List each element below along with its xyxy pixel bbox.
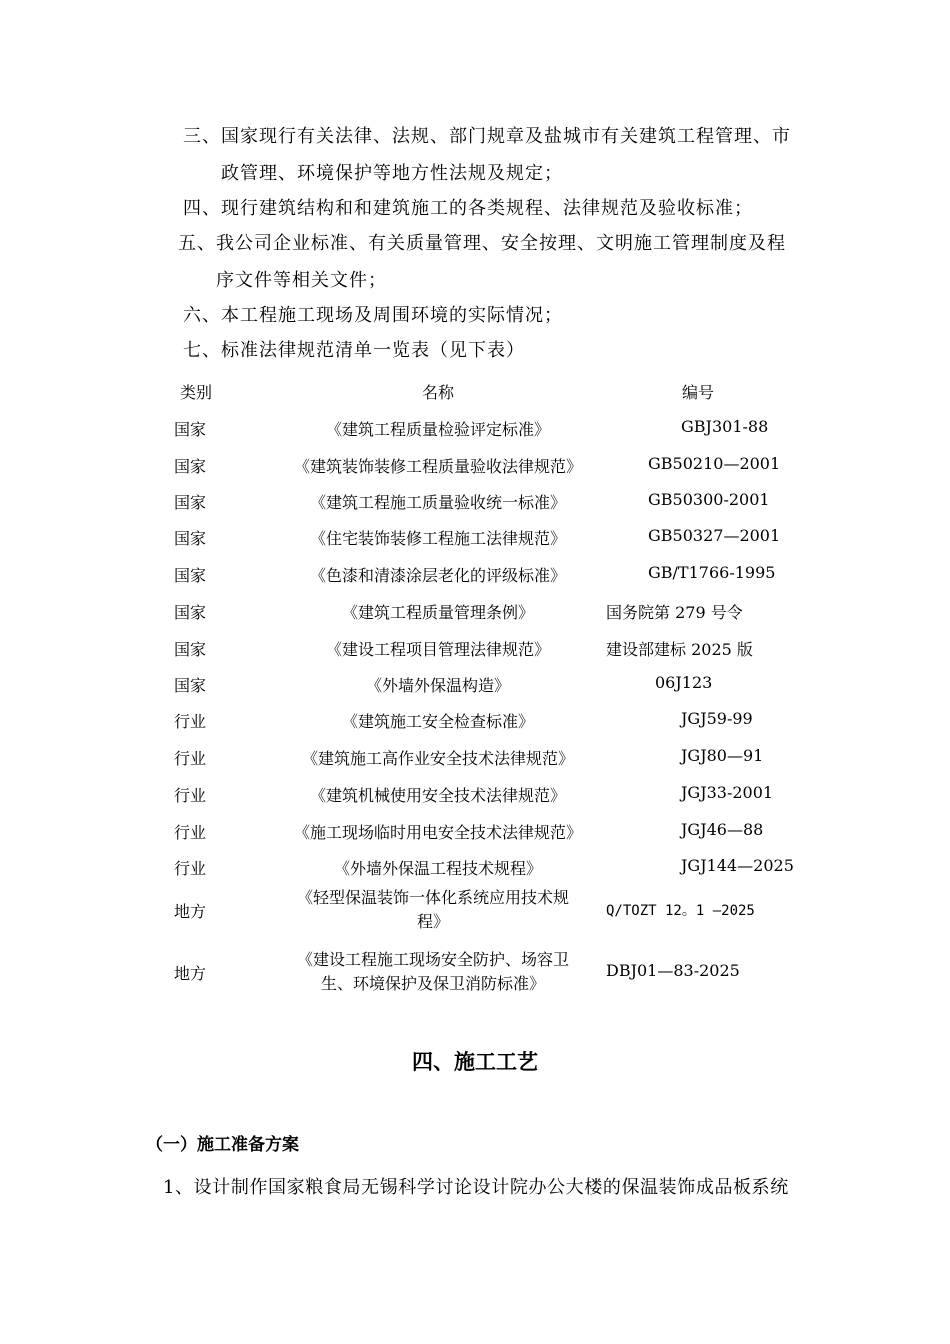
paragraph-3-line2: 政管理、环境保护等地方性法规及规定； xyxy=(221,163,563,184)
row-type: 国家 xyxy=(174,640,207,659)
row-name: 《建设工程施工现场安全防护、场容卫生、环境保护及保卫消防标准》 xyxy=(296,950,569,993)
row-type: 国家 xyxy=(174,420,207,439)
row-name: 《建筑施工安全检查标准》 xyxy=(341,712,534,731)
sub-title: （一）施工准备方案 xyxy=(146,1135,299,1155)
row-code: JGJ59-99 xyxy=(681,709,753,728)
row-type: 地方 xyxy=(174,964,207,983)
row-type: 行业 xyxy=(174,823,207,842)
row-code: GB50300-2001 xyxy=(648,490,770,509)
row-code: JGJ144—2025 xyxy=(681,856,794,875)
row-type: 国家 xyxy=(174,676,207,695)
row-code: GB/T1766-1995 xyxy=(648,563,776,582)
header-type: 类别 xyxy=(180,383,213,402)
header-name: 名称 xyxy=(421,383,454,402)
paragraph-5-line1: 五、我公司企业标准、有关质量管理、安全按理、文明施工管理制度及程 xyxy=(178,233,786,254)
row-name: 《建筑装饰装修工程质量验收法律规范》 xyxy=(293,457,582,476)
row-code: JGJ33-2001 xyxy=(681,783,774,802)
row-name: 《外墙外保温构造》 xyxy=(365,676,510,695)
row-name: 《建筑机械使用安全技术法律规范》 xyxy=(309,786,566,805)
row-name: 《建筑施工高作业安全技术法律规范》 xyxy=(301,749,574,768)
row-type: 国家 xyxy=(174,493,207,512)
row-code: JGJ80—91 xyxy=(681,746,764,765)
row-type: 行业 xyxy=(174,712,207,731)
paragraph-4: 四、现行建筑结构和和建筑施工的各类规程、法律规范及验收标准； xyxy=(183,198,753,219)
row-name: 《施工现场临时用电安全技术法律规范》 xyxy=(293,823,582,842)
row-name: 《色漆和清漆涂层老化的评级标准》 xyxy=(309,566,566,585)
last-paragraph: 1、设计制作国家粮食局无锡科学讨论设计院办公大楼的保温装饰成品板系统 xyxy=(163,1177,789,1198)
paragraph-3-line1: 三、国家现行有关法律、法规、部门规章及盐城市有关建筑工程管理、市 xyxy=(183,126,791,147)
header-code: 编号 xyxy=(682,383,715,402)
paragraph-6: 六、本工程施工现场及周围环境的实际情况； xyxy=(183,305,563,326)
row-code: 06J123 xyxy=(655,673,713,692)
row-code: 国务院第 279 号令 xyxy=(606,603,743,622)
row-code: GB50210—2001 xyxy=(648,454,781,473)
row-type: 国家 xyxy=(174,457,207,476)
row-type: 国家 xyxy=(174,603,207,622)
row-name: 《建设工程项目管理法律规范》 xyxy=(325,640,550,659)
row-name: 《住宅装饰装修工程施工法律规范》 xyxy=(309,529,566,548)
row-name: 《建筑工程施工质量验收统一标准》 xyxy=(309,493,566,512)
section-title: 四、施工工艺 xyxy=(412,1049,538,1074)
row-type: 行业 xyxy=(174,786,207,805)
row-name: 《轻型保温装饰一体化系统应用技术规程》 xyxy=(296,888,569,931)
row-type: 行业 xyxy=(174,749,207,768)
row-name: 《建筑工程质量检验评定标准》 xyxy=(325,420,550,439)
row-code: JGJ46—88 xyxy=(681,820,764,839)
row-type: 国家 xyxy=(174,529,207,548)
paragraph-7: 七、标准法律规范清单一览表（见下表） xyxy=(183,340,525,361)
row-code: DBJ01—83-2025 xyxy=(606,961,740,980)
paragraph-5-line2: 序文件等相关文件； xyxy=(216,270,387,291)
row-code: GBJ301-88 xyxy=(681,417,769,436)
row-name: 《外墙外保温工程技术规程》 xyxy=(333,859,542,878)
row-type: 国家 xyxy=(174,566,207,585)
row-type: 地方 xyxy=(174,902,207,921)
row-type: 行业 xyxy=(174,859,207,878)
row-code: Q/TOZT 12。1 —2025 xyxy=(606,903,755,919)
row-name: 《建筑工程质量管理条例》 xyxy=(341,603,534,622)
row-code: 建设部建标 2025 版 xyxy=(606,640,753,659)
row-code: GB50327—2001 xyxy=(648,526,781,545)
